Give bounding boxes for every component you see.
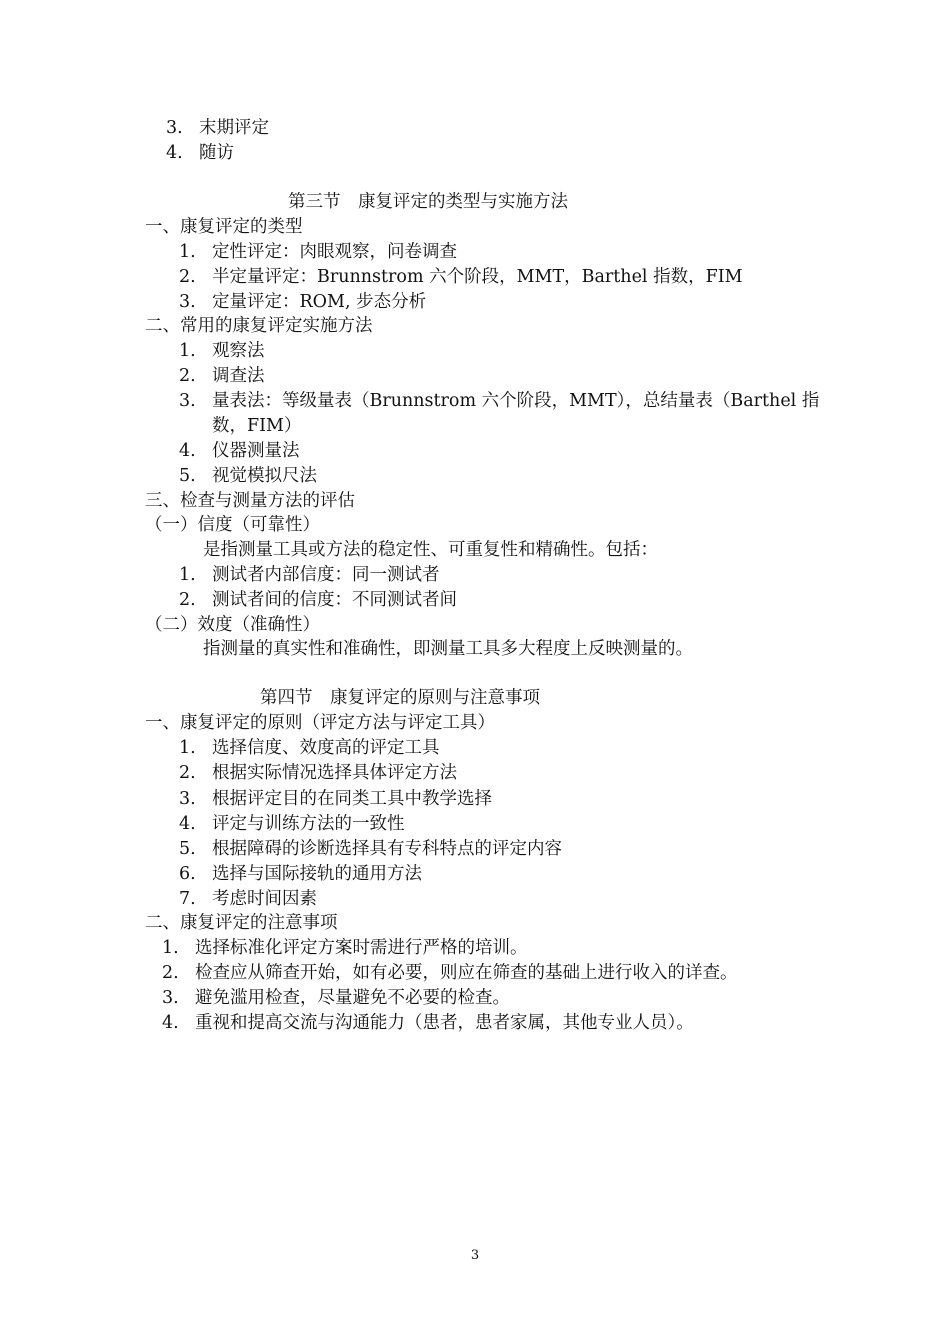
item-number: 1.: [179, 242, 196, 262]
item-text: 重视和提高交流与沟通能力（患者，患者家属，其他专业人员）。: [195, 1013, 694, 1033]
list-item: [179, 339, 265, 363]
item-text: 量表法：等级量表（Brunnstrom 六个阶段，MMT），总结量表（Barthel 指数，FIM）: [212, 391, 820, 436]
item-number: 1.: [179, 565, 196, 585]
item-number: 5.: [179, 466, 196, 486]
item-number: 6.: [179, 864, 196, 884]
item-text: 半定量评定：Brunnstrom 六个阶段，MMT，Barthel 指数，FIM: [212, 267, 743, 287]
list-item: [179, 588, 457, 612]
item-text: 避免滥用检查，尽量避免不必要的检查。: [195, 988, 510, 1008]
list-item: [179, 787, 492, 811]
item-text: 末期评定: [199, 118, 269, 138]
item-text: 检查应从筛查开始，如有必要，则应在筛查的基础上进行收入的详查。: [195, 963, 738, 983]
item-number: 4.: [179, 441, 196, 461]
list-item: [179, 439, 300, 463]
item-text: 选择信度、效度高的评定工具: [212, 738, 440, 758]
subpart-heading: （二）效度（准确性）: [145, 615, 320, 635]
item-text: 观察法: [212, 341, 265, 361]
page-number: 3: [470, 1248, 480, 1263]
item-text: 定性评定：肉眼观察，问卷调查: [212, 242, 457, 262]
item-text: 根据评定目的在同类工具中教学选择: [212, 789, 492, 809]
item-text: 考虑时间因素: [212, 889, 317, 909]
item-text: 根据障碍的诊断选择具有专科特点的评定内容: [212, 839, 562, 859]
item-text: 定量评定：ROM, 步态分析: [212, 292, 427, 312]
list-item: [166, 141, 234, 165]
list-item: [162, 936, 528, 960]
item-text: 选择与国际接轨的通用方法: [212, 864, 422, 884]
item-number: 3.: [179, 292, 196, 312]
item-text: 视觉模拟尺法: [212, 466, 317, 486]
item-text: 随访: [199, 143, 234, 163]
item-number: 3.: [179, 789, 196, 809]
list-item: [162, 1011, 694, 1035]
item-number: 2.: [162, 963, 179, 983]
item-number: 2.: [179, 763, 196, 783]
list-item: [179, 563, 440, 587]
list-item: [179, 389, 852, 439]
item-number: 2.: [179, 590, 196, 610]
item-text: 测试者间的信度：不同测试者间: [212, 590, 457, 610]
list-item: [179, 862, 422, 886]
paragraph: 是指测量工具或方法的稳定性、可重复性和精确性。包括：: [203, 540, 658, 560]
list-item: [179, 887, 317, 911]
item-number: 2.: [179, 366, 196, 386]
paragraph: 指测量的真实性和准确性，即测量工具多大程度上反映测量的。: [203, 639, 693, 659]
item-number: 4.: [162, 1013, 179, 1033]
list-item: [166, 116, 269, 140]
list-item: [179, 364, 265, 388]
list-item: [179, 736, 440, 760]
item-text: 评定与训练方法的一致性: [212, 814, 405, 834]
subpart-heading: （一）信度（可靠性）: [145, 515, 320, 535]
item-number: 1.: [179, 341, 196, 361]
item-number: 3.: [179, 391, 196, 411]
list-item: [179, 812, 405, 836]
part-heading: 一、康复评定的原则（评定方法与评定工具）: [145, 713, 495, 733]
list-item: [179, 761, 457, 785]
list-item: [179, 265, 743, 289]
part-heading: 二、常用的康复评定实施方法: [145, 316, 373, 336]
list-item: [162, 986, 510, 1010]
item-number: 4.: [179, 814, 196, 834]
item-number: 7.: [179, 889, 196, 909]
item-number: 3.: [166, 118, 183, 138]
item-text: 根据实际情况选择具体评定方法: [212, 763, 457, 783]
list-item: [162, 961, 738, 985]
list-item: [179, 464, 317, 488]
item-text: 测试者内部信度：同一测试者: [212, 565, 440, 585]
section-title: 第四节 康复评定的原则与注意事项: [260, 688, 540, 708]
item-text: 选择标准化评定方案时需进行严格的培训。: [195, 938, 528, 958]
item-text: 仪器测量法: [212, 441, 300, 461]
item-text: 调查法: [212, 366, 265, 386]
part-heading: 三、检查与测量方法的评估: [145, 491, 355, 511]
item-number: 2.: [179, 267, 196, 287]
list-item: [179, 290, 426, 314]
item-number: 3.: [162, 988, 179, 1008]
item-number: 1.: [162, 938, 179, 958]
part-heading: 一、康复评定的类型: [145, 217, 303, 237]
part-heading: 二、康复评定的注意事项: [145, 913, 338, 933]
section-title: 第三节 康复评定的类型与实施方法: [288, 192, 568, 212]
item-number: 1.: [179, 738, 196, 758]
list-item: [179, 837, 562, 861]
list-item: [179, 240, 457, 264]
item-number: 4.: [166, 143, 183, 163]
item-number: 5.: [179, 839, 196, 859]
